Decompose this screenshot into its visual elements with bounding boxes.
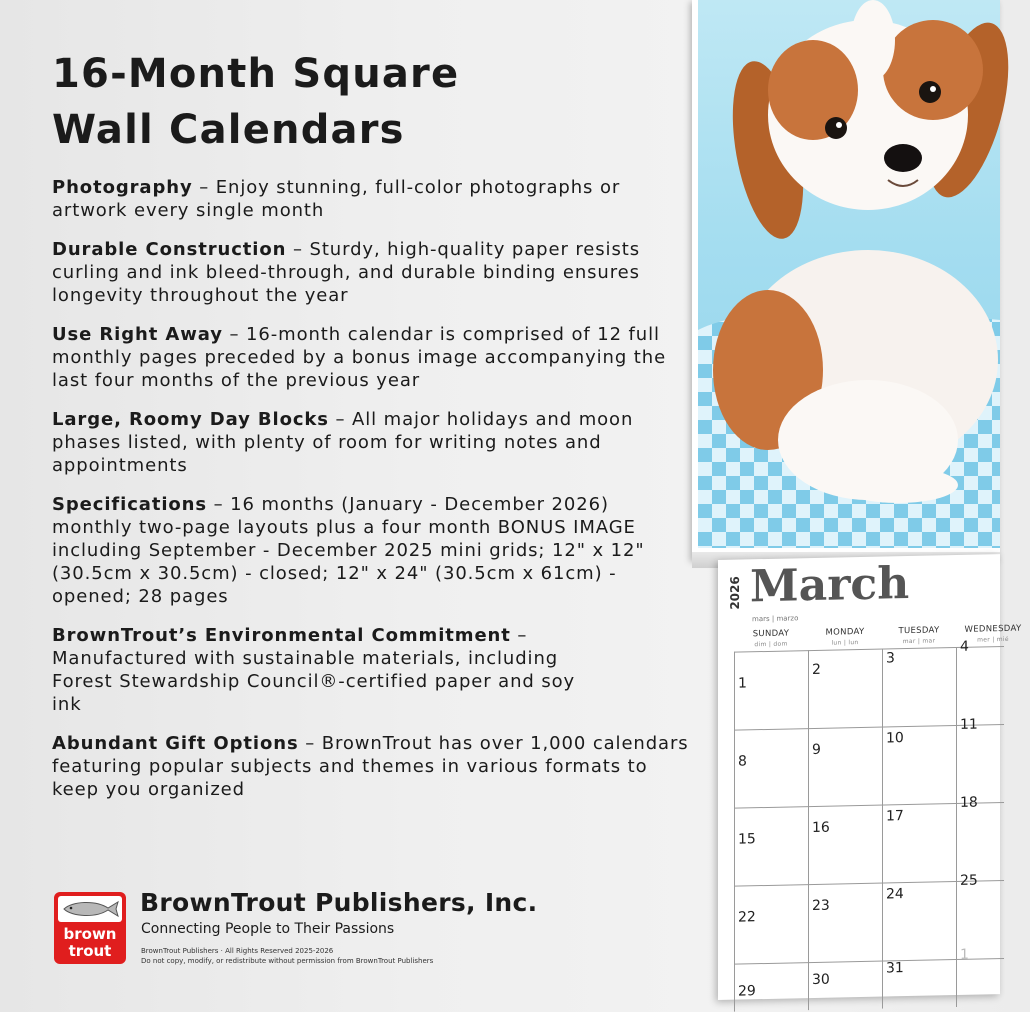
grid-line bbox=[956, 647, 957, 1007]
feature-title: Photography bbox=[52, 177, 193, 198]
date-cell: 29 bbox=[738, 983, 756, 1000]
weekday-name: SUNDAY bbox=[752, 628, 790, 640]
feature-text: – Sturdy, high-quality paper resists curling and ink bleed-through, and durable binding ensures longevity throughout the year bbox=[52, 239, 640, 306]
weekday-sub: dim | dom bbox=[754, 640, 788, 649]
title-line-2: Wall Calendars bbox=[52, 107, 405, 153]
feature-text: – 16 months (January - December 2026) monthly two-page layouts plus a four month BONUS IMAGE including September - December 2025 mini grids; 12" x 12" (30.5cm x 30.5cm) - closed; 12" x 24" (30.5cm x 61cm) - opened; 28 pages bbox=[52, 494, 645, 607]
weekday-name: TUESDAY bbox=[898, 625, 940, 637]
feature-text: – 16-month calendar is comprised of 12 full monthly pages preceded by a bonus image accompanying the last four months of the previous year bbox=[52, 324, 667, 391]
feature-environmental bbox=[52, 624, 592, 716]
weekday-sub: lun | lun bbox=[831, 639, 859, 647]
date-cell: 8 bbox=[738, 753, 747, 770]
date-cell: 15 bbox=[738, 831, 756, 848]
calendar-year: 2026 bbox=[728, 576, 742, 610]
feature-title: Use Right Away bbox=[52, 324, 223, 345]
date-cell: 18 bbox=[960, 794, 978, 811]
weekday-name: WEDNESDAY bbox=[964, 623, 1022, 635]
feature-title: Large, Roomy Day Blocks bbox=[52, 409, 329, 430]
browntrout-logo bbox=[54, 892, 126, 964]
date-cell: 11 bbox=[960, 716, 978, 733]
date-cell: 30 bbox=[812, 971, 830, 989]
logo-word-trout: trout bbox=[68, 942, 112, 960]
publisher-tagline: Connecting People to Their Passions bbox=[141, 921, 395, 937]
feature-specifications bbox=[52, 493, 692, 608]
date-cell: 10 bbox=[886, 730, 904, 747]
puppy-illustration bbox=[698, 0, 1000, 548]
calendar-month-translation: mars | marzo bbox=[752, 614, 799, 624]
feature-durable-construction bbox=[52, 238, 692, 307]
logo-word-brown: brown bbox=[63, 925, 117, 943]
feature-panel bbox=[52, 46, 692, 817]
calendar-month: March bbox=[750, 557, 910, 613]
date-cell: 24 bbox=[886, 886, 904, 903]
trout-fish-icon bbox=[58, 896, 122, 922]
date-cell: 9 bbox=[812, 741, 821, 759]
date-cell: 25 bbox=[960, 872, 978, 889]
publisher-name: BrownTrout Publishers, Inc. bbox=[140, 888, 538, 917]
copyright-line: BrownTrout Publishers · All Rights Reserved 2025-2026 bbox=[141, 947, 334, 955]
date-cell: 22 bbox=[738, 909, 756, 926]
feature-gift-options bbox=[52, 732, 692, 801]
date-cell: 31 bbox=[886, 960, 904, 977]
feature-text: – Enjoy stunning, full-color photographs or artwork every single month bbox=[52, 177, 621, 221]
feature-photography bbox=[52, 176, 692, 222]
copyright-notice bbox=[141, 946, 433, 966]
puppy-photo bbox=[698, 0, 1000, 548]
date-cell: 3 bbox=[886, 650, 895, 667]
feature-title: BrownTrout’s Environmental Commitment bbox=[52, 625, 511, 646]
calendar-month-page bbox=[718, 554, 1022, 1000]
feature-title: Abundant Gift Options bbox=[52, 733, 299, 754]
feature-day-blocks bbox=[52, 408, 692, 477]
weekday-header bbox=[808, 627, 882, 648]
grid-line bbox=[808, 650, 809, 1010]
weekday-header bbox=[882, 625, 956, 646]
weekday-sub: mer | mié bbox=[977, 635, 1009, 644]
page-title bbox=[52, 46, 692, 158]
date-cell: 2 bbox=[812, 661, 821, 679]
date-cell: 23 bbox=[812, 897, 830, 915]
grid-line bbox=[882, 649, 883, 1009]
weekday-header bbox=[734, 628, 808, 649]
feature-title: Specifications bbox=[52, 494, 207, 515]
feature-text: – BrownTrout has over 1,000 calendars featuring popular subjects and themes in various formats to keep you organized bbox=[52, 733, 689, 800]
feature-text: – Manufactured with sustainable materials, including Forest Stewardship Council®-certified paper and soy ink bbox=[52, 625, 576, 715]
title-line-1: 16-Month Square bbox=[52, 51, 460, 97]
feature-title: Durable Construction bbox=[52, 239, 287, 260]
date-cell: 1 bbox=[960, 946, 969, 963]
weekday-sub: mar | mar bbox=[902, 637, 936, 646]
grid-line bbox=[734, 652, 735, 1012]
date-cell: 17 bbox=[886, 808, 904, 825]
date-cell: 4 bbox=[960, 638, 969, 655]
weekday-name: MONDAY bbox=[825, 626, 865, 638]
feature-text: – All major holidays and moon phases listed, with plenty of room for writing notes and appointments bbox=[52, 409, 634, 476]
feature-use-right-away bbox=[52, 323, 692, 392]
date-cell: 16 bbox=[812, 819, 830, 837]
publisher-branding bbox=[54, 888, 674, 978]
copyright-line: Do not copy, modify, or redistribute without permission from BrownTrout Publishers bbox=[141, 957, 434, 965]
calendar-photo-page bbox=[692, 0, 1000, 560]
date-cell: 1 bbox=[738, 675, 747, 692]
